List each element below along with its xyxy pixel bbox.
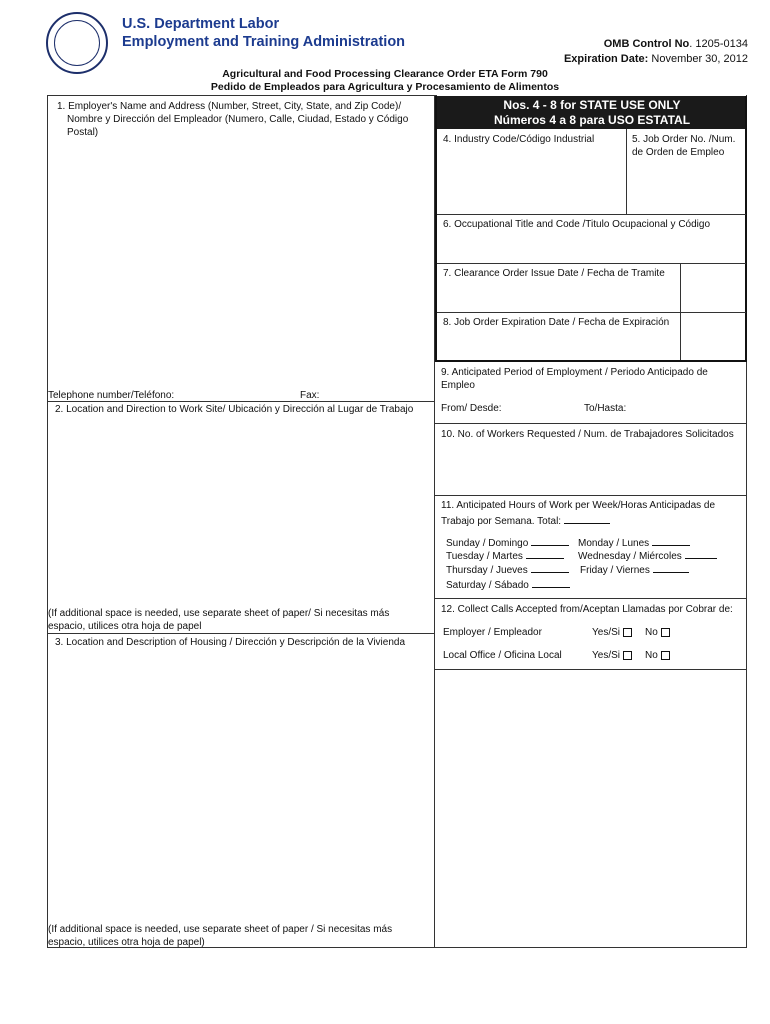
sep-field7-field8 xyxy=(437,312,746,313)
state-box-bottom xyxy=(435,360,747,362)
fax-label: Fax: xyxy=(300,390,320,401)
form-title: Agricultural and Food Processing Clearance Order ETA Form 790 xyxy=(222,68,548,80)
field3-label: 3. Location and Description of Housing / Dirección y Descripción de la Vivienda xyxy=(55,637,406,648)
local-office-label: Local Office / Oficina Local xyxy=(443,650,562,661)
field12-label: 12. Collect Calls Accepted from/Aceptan Llamadas por Cobrar de: xyxy=(441,604,733,615)
employer-no: No xyxy=(645,626,670,639)
sep-field6-field7 xyxy=(437,263,746,264)
field8-label: 8. Job Order Expiration Date / Fecha de Expiración xyxy=(443,317,670,328)
saturday-hours: Saturday / Sábado xyxy=(446,577,570,592)
field5-label-es: de Orden de Empleo xyxy=(632,147,725,158)
extra-space-note-2b: espacio, utilices otra hoja de papel) xyxy=(48,937,205,948)
extra-space-note-1b: espacio, utilices otra hoja de papel xyxy=(48,621,202,632)
friday-hours: Friday / Viernes xyxy=(580,562,689,577)
sep-field9-field10 xyxy=(435,423,746,424)
extra-space-note-2: (If additional space is needed, use separate sheet of paper / Si necesitas más xyxy=(48,924,393,935)
frame-top-left xyxy=(47,95,437,96)
sep-field12-end xyxy=(435,669,746,670)
telephone-label: Telephone number/Teléfono: xyxy=(48,390,175,401)
field11-total: Trabajo por Semana. Total: xyxy=(441,513,610,528)
state-box-left xyxy=(435,96,437,362)
field1-label: 1. Employer's Name and Address (Number, Street, City, State, and Zip Code)/ xyxy=(57,101,402,112)
from-label: From/ Desde: xyxy=(441,403,502,414)
state-box-right xyxy=(745,96,747,362)
employer-yes-checkbox[interactable] xyxy=(623,628,632,637)
tuesday-hours: Tuesday / Martes xyxy=(446,548,564,563)
sep-field4-field5 xyxy=(626,129,627,215)
field1-label-es2: Postal) xyxy=(67,127,99,138)
sep-field5-field6 xyxy=(437,214,746,215)
wednesday-hours: Wednesday / Miércoles xyxy=(578,548,717,563)
monday-hours: Monday / Lunes xyxy=(578,535,690,550)
frame-left xyxy=(47,95,48,948)
to-label: To/Hasta: xyxy=(584,403,627,414)
sep-field10-field11 xyxy=(435,495,746,496)
field11-label: 11. Anticipated Hours of Work per Week/Horas Anticipadas de xyxy=(441,500,716,511)
field1-label-es: Nombre y Dirección del Empleador (Numero, Calle, Ciudad, Estado y Código xyxy=(67,114,409,125)
form-subtitle: Pedido de Empleados para Agricultura y Procesamiento de Alimentos xyxy=(210,81,560,93)
thursday-hours: Thursday / Jueves xyxy=(446,562,569,577)
field9-label-es: Empleo xyxy=(441,380,475,391)
expiration-date: Expiration Date: November 30, 2012 xyxy=(563,53,748,65)
local-office-no-checkbox[interactable] xyxy=(661,651,670,660)
field10-label: 10. No. of Workers Requested / Num. de Trabajadores Solicitados xyxy=(441,429,734,440)
field9-label: 9. Anticipated Period of Employment / Periodo Anticipado de xyxy=(441,367,708,378)
agency-line-2: Employment and Training Administration xyxy=(122,34,406,50)
dol-seal-icon xyxy=(46,12,108,74)
sep-field11-field12 xyxy=(435,598,746,599)
field2-label: 2. Location and Direction to Work Site/ Ubicación y Dirección al Lugar de Trabajo xyxy=(55,404,414,415)
field4-label: 4. Industry Code/Código Industrial xyxy=(443,134,595,145)
field6-label: 6. Occupational Title and Code /Titulo Ocupacional y Código xyxy=(443,219,711,230)
sunday-hours: Sunday / Domingo xyxy=(446,535,569,550)
employer-no-checkbox[interactable] xyxy=(661,628,670,637)
omb-control: OMB Control No. 1205-0134 xyxy=(603,38,748,50)
sep-field2-field3 xyxy=(47,633,435,634)
local-office-yes-checkbox[interactable] xyxy=(623,651,632,660)
state-use-header: Nos. 4 - 8 for STATE USE ONLY Números 4 a 8 para USO ESTATAL xyxy=(437,96,747,129)
field5-label: 5. Job Order No. /Num. xyxy=(632,134,736,145)
employer-label: Employer / Empleador xyxy=(443,627,542,638)
agency-line-1: U.S. Department Labor xyxy=(122,16,280,32)
local-office-no: No xyxy=(645,649,670,662)
extra-space-note-1: (If additional space is needed, use separate sheet of paper/ Si necesitas más xyxy=(48,608,390,619)
local-office-yes: Yes/Si xyxy=(592,649,632,662)
employer-yes: Yes/Si xyxy=(592,626,632,639)
field7-label: 7. Clearance Order Issue Date / Fecha de Tramite xyxy=(443,268,665,279)
